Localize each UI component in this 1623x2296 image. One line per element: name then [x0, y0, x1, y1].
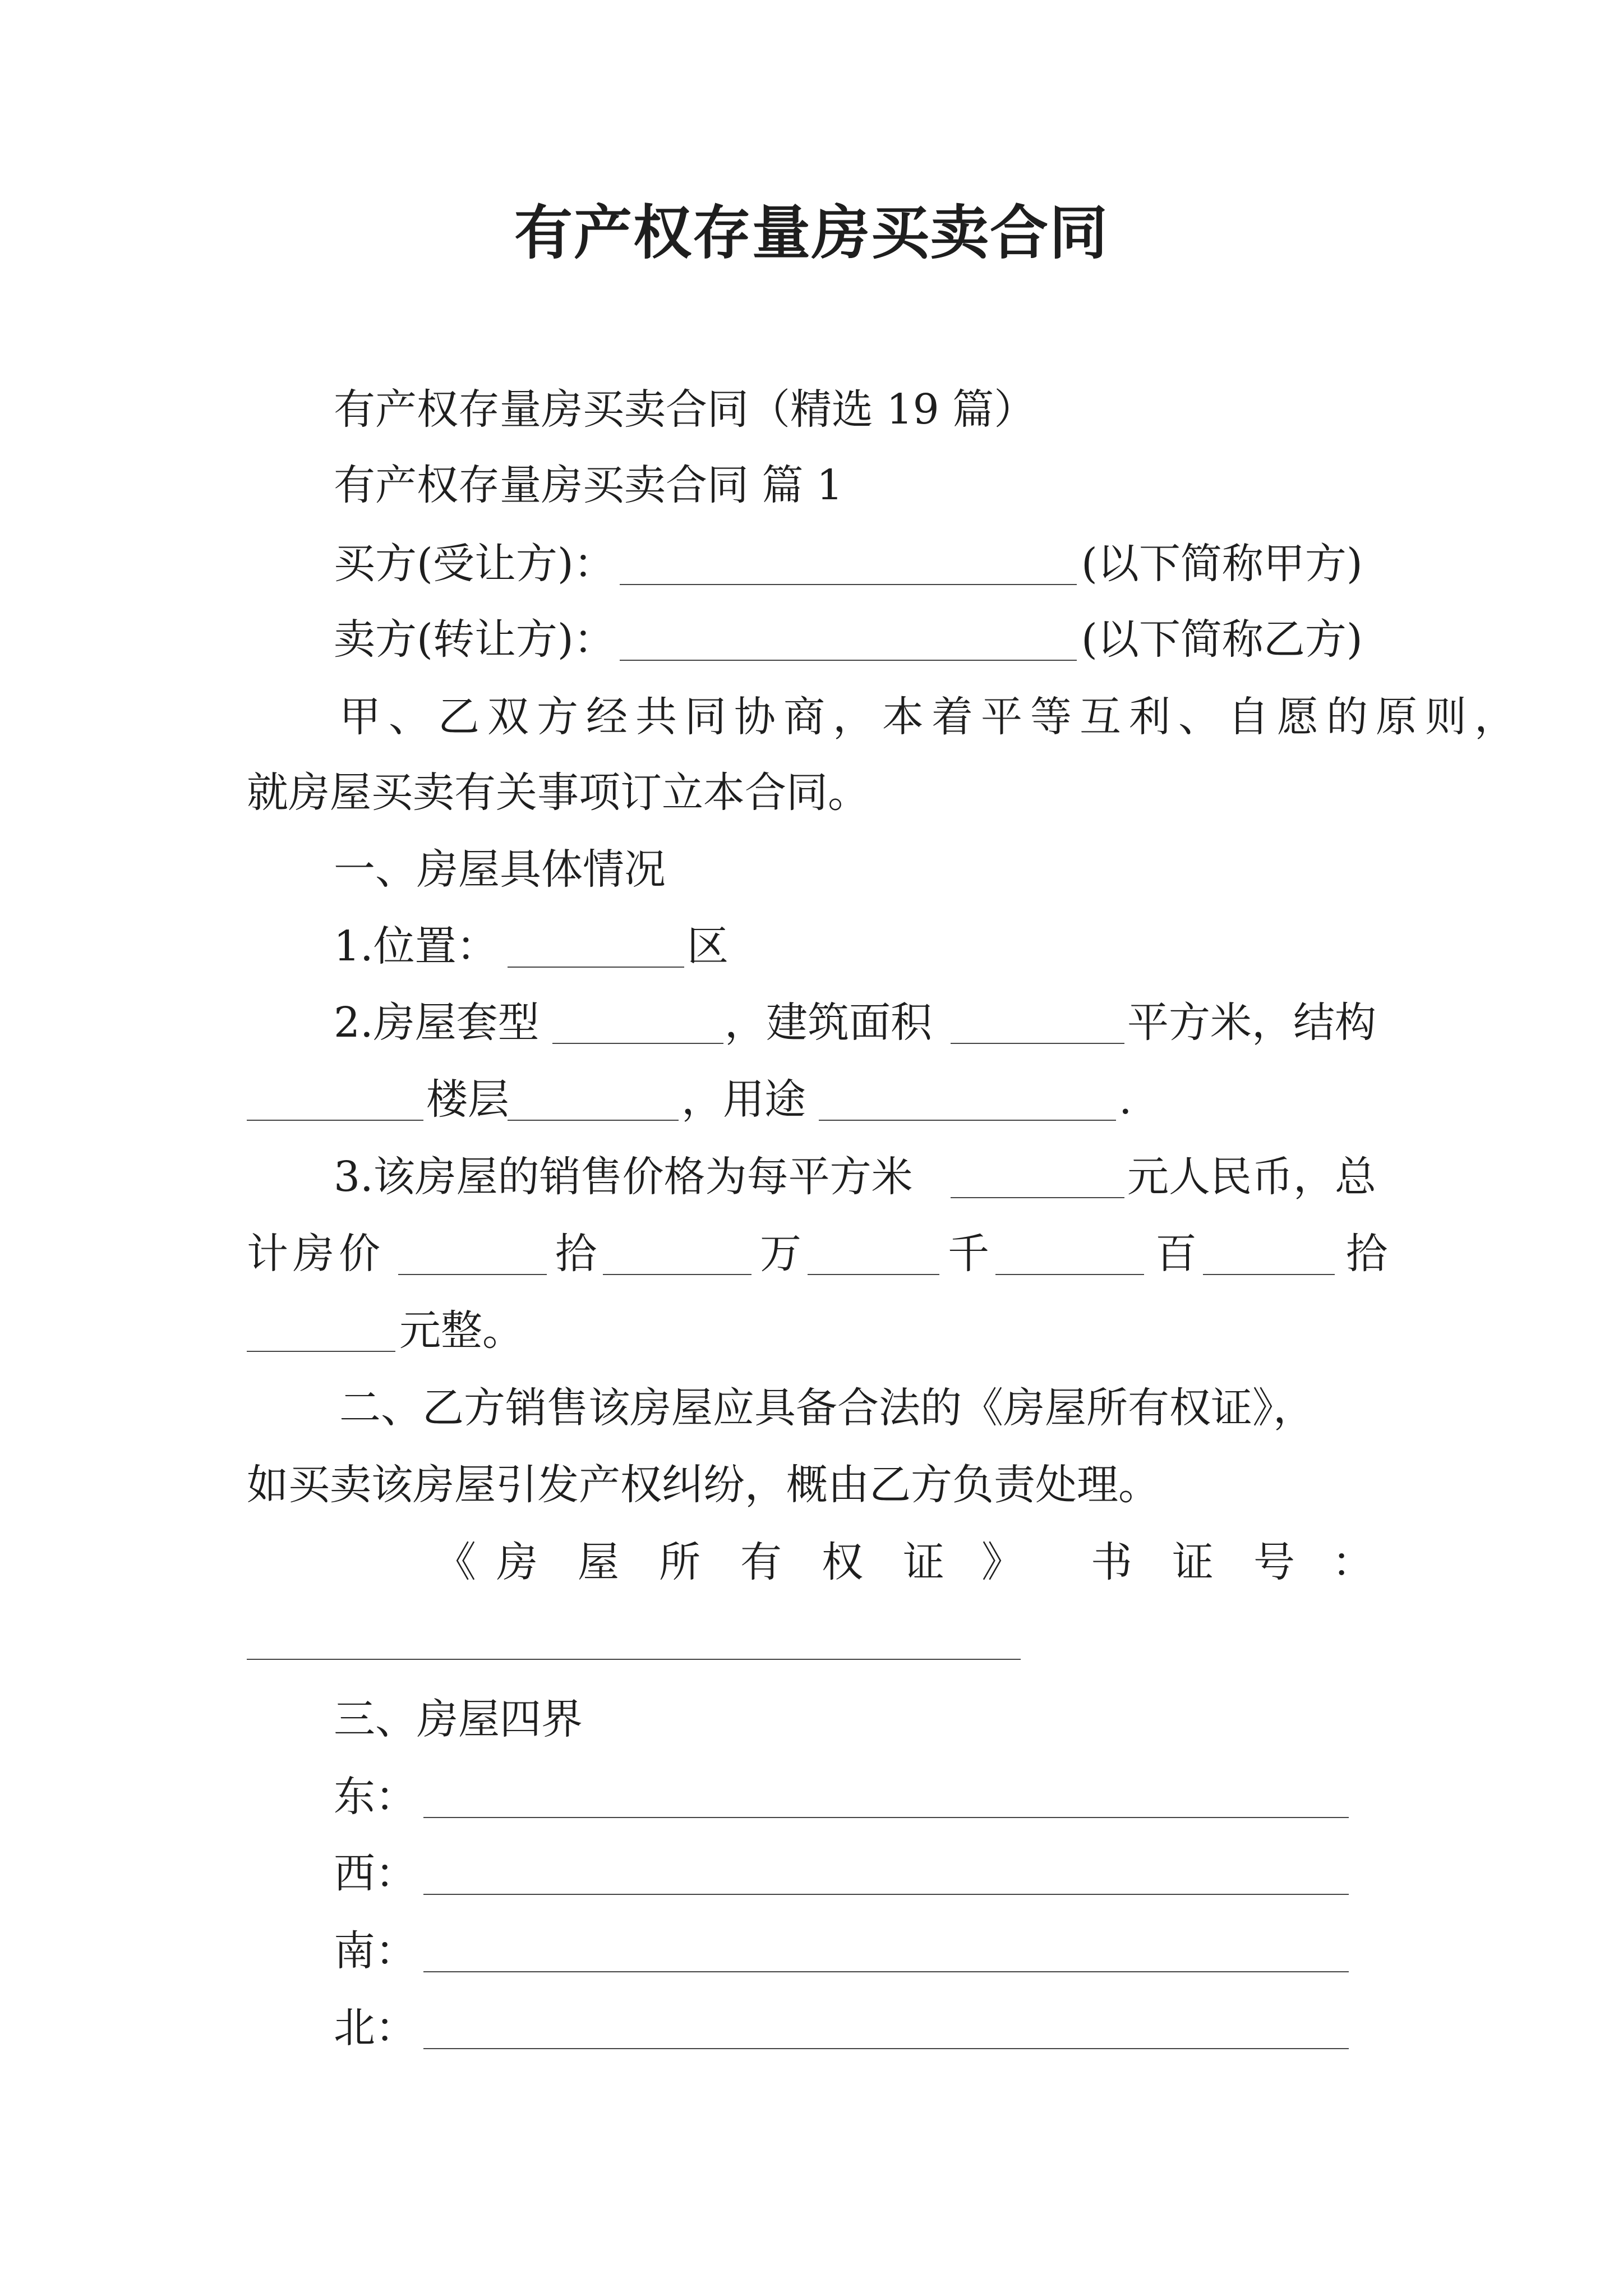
- cert-number-line: [0, 1534, 1623, 1590]
- price-line-1: [0, 1149, 1623, 1205]
- subtitle-line: [0, 381, 1623, 438]
- layout-end: .: [1119, 1075, 1132, 1124]
- unit-shi-2: 拾: [1346, 1230, 1387, 1278]
- west-line: [0, 1846, 1623, 1902]
- total-blank-3[interactable]: [808, 1274, 939, 1275]
- cert-char-1: 房: [496, 1538, 538, 1586]
- price-end: 元整。: [399, 1306, 524, 1355]
- unit-wan: 万: [760, 1230, 801, 1278]
- seller-suffix: (以下简称乙方): [1081, 615, 1363, 664]
- use-blank[interactable]: [819, 1120, 1116, 1121]
- district-blank[interactable]: [508, 967, 684, 968]
- cert-char-0: 《: [435, 1538, 476, 1586]
- intro-line-2: [0, 765, 1623, 821]
- layout-line-1: [0, 995, 1623, 1051]
- section3-heading-line: [0, 1691, 1623, 1747]
- section2-text-1: 二、乙方销售该房屋应具备合法的《房屋所有权证》，: [339, 1384, 1315, 1432]
- price-unit: 元人民币，总: [1127, 1153, 1376, 1201]
- seller-label: 卖方(转让方)：: [334, 615, 615, 664]
- total-blank-6[interactable]: [247, 1351, 395, 1352]
- cert-number-blank[interactable]: [247, 1659, 1021, 1660]
- section2-text-2: 如买卖该房屋引发产权纠纷，概由乙方负责处理。: [247, 1461, 1160, 1509]
- price-line-3: [0, 1303, 1623, 1359]
- price-line-2: [0, 1226, 1623, 1282]
- cert-char-10: 号: [1253, 1538, 1295, 1586]
- cert-char-2: 屋: [578, 1538, 619, 1586]
- east-label: 东：: [334, 1773, 417, 1821]
- area-label: ，建筑面积: [725, 999, 932, 1047]
- west-label: 西：: [334, 1849, 417, 1898]
- section3-heading: 三、房屋四界: [334, 1695, 583, 1743]
- layout-type-blank[interactable]: [552, 1043, 723, 1044]
- area-unit: 平方米，结构: [1127, 999, 1376, 1047]
- cert-char-3: 所: [659, 1538, 700, 1586]
- buyer-line: [0, 536, 1623, 592]
- south-line: [0, 1923, 1623, 1979]
- total-blank-5[interactable]: [1203, 1274, 1335, 1275]
- buyer-suffix: (以下简称甲方): [1081, 540, 1363, 588]
- unit-qian: 千: [948, 1230, 989, 1278]
- location-label: 1.位置：: [334, 922, 498, 970]
- section2-line-2: [0, 1457, 1623, 1513]
- cert-char-5: 权: [822, 1538, 863, 1586]
- total-blank-1[interactable]: [398, 1274, 547, 1275]
- east-line: [0, 1769, 1623, 1825]
- cert-char-7: 》: [981, 1538, 1023, 1586]
- cert-char-6: 证: [903, 1538, 944, 1586]
- floor-blank[interactable]: [508, 1120, 679, 1121]
- buyer-name-blank[interactable]: [620, 584, 1077, 585]
- floor-label: 楼层: [426, 1075, 509, 1124]
- document-title: 有产权存量房买卖合同: [514, 199, 1109, 267]
- intro-text-1: 甲、乙双方经共同协商，本着平等互利、自愿的原则，: [339, 693, 1524, 741]
- south-label: 南：: [334, 1927, 417, 1975]
- section1-heading-line: [0, 841, 1623, 898]
- area-blank[interactable]: [951, 1043, 1124, 1044]
- buyer-label: 买方(受让方)：: [334, 540, 615, 588]
- structure-blank[interactable]: [247, 1120, 423, 1121]
- total-label: 计房价: [247, 1230, 385, 1278]
- unit-shi-1: 拾: [555, 1230, 597, 1278]
- west-blank[interactable]: [423, 1894, 1349, 1895]
- north-blank[interactable]: [423, 2048, 1349, 2049]
- section-title-line: [0, 457, 1623, 513]
- north-label: 北：: [334, 2004, 417, 2052]
- south-blank[interactable]: [423, 1971, 1349, 1972]
- cert-char-9: 证: [1172, 1538, 1214, 1586]
- layout-line-2: [0, 1071, 1623, 1128]
- section1-heading: 一、房屋具体情况: [334, 845, 666, 894]
- north-line: [0, 2000, 1623, 2056]
- price-label: 3.该房屋的销售价格为每平方米: [334, 1153, 913, 1201]
- use-label: ，用途: [681, 1075, 806, 1124]
- intro-text-2: 就房屋买卖有关事项订立本合同。: [247, 769, 869, 817]
- unit-bai: 百: [1155, 1230, 1197, 1278]
- intro-line-1: [0, 689, 1623, 745]
- cert-char-4: 有: [740, 1538, 782, 1586]
- district-unit: 区: [687, 922, 728, 970]
- section2-line-1: [0, 1380, 1623, 1436]
- east-blank[interactable]: [423, 1817, 1349, 1818]
- total-blank-4[interactable]: [995, 1274, 1144, 1275]
- cert-char-11: ：: [1332, 1538, 1373, 1586]
- seller-name-blank[interactable]: [620, 660, 1077, 661]
- seller-line: [0, 611, 1623, 668]
- subtitle: 有产权存量房买卖合同（精选 19 篇）: [334, 385, 1036, 434]
- cert-char-8: 书: [1091, 1538, 1132, 1586]
- layout-label: 2.房屋套型: [334, 999, 540, 1047]
- location-line: [0, 918, 1623, 974]
- section-title: 有产权存量房买卖合同 篇 1: [334, 461, 843, 509]
- unit-price-blank[interactable]: [951, 1197, 1124, 1198]
- total-blank-2[interactable]: [603, 1274, 751, 1275]
